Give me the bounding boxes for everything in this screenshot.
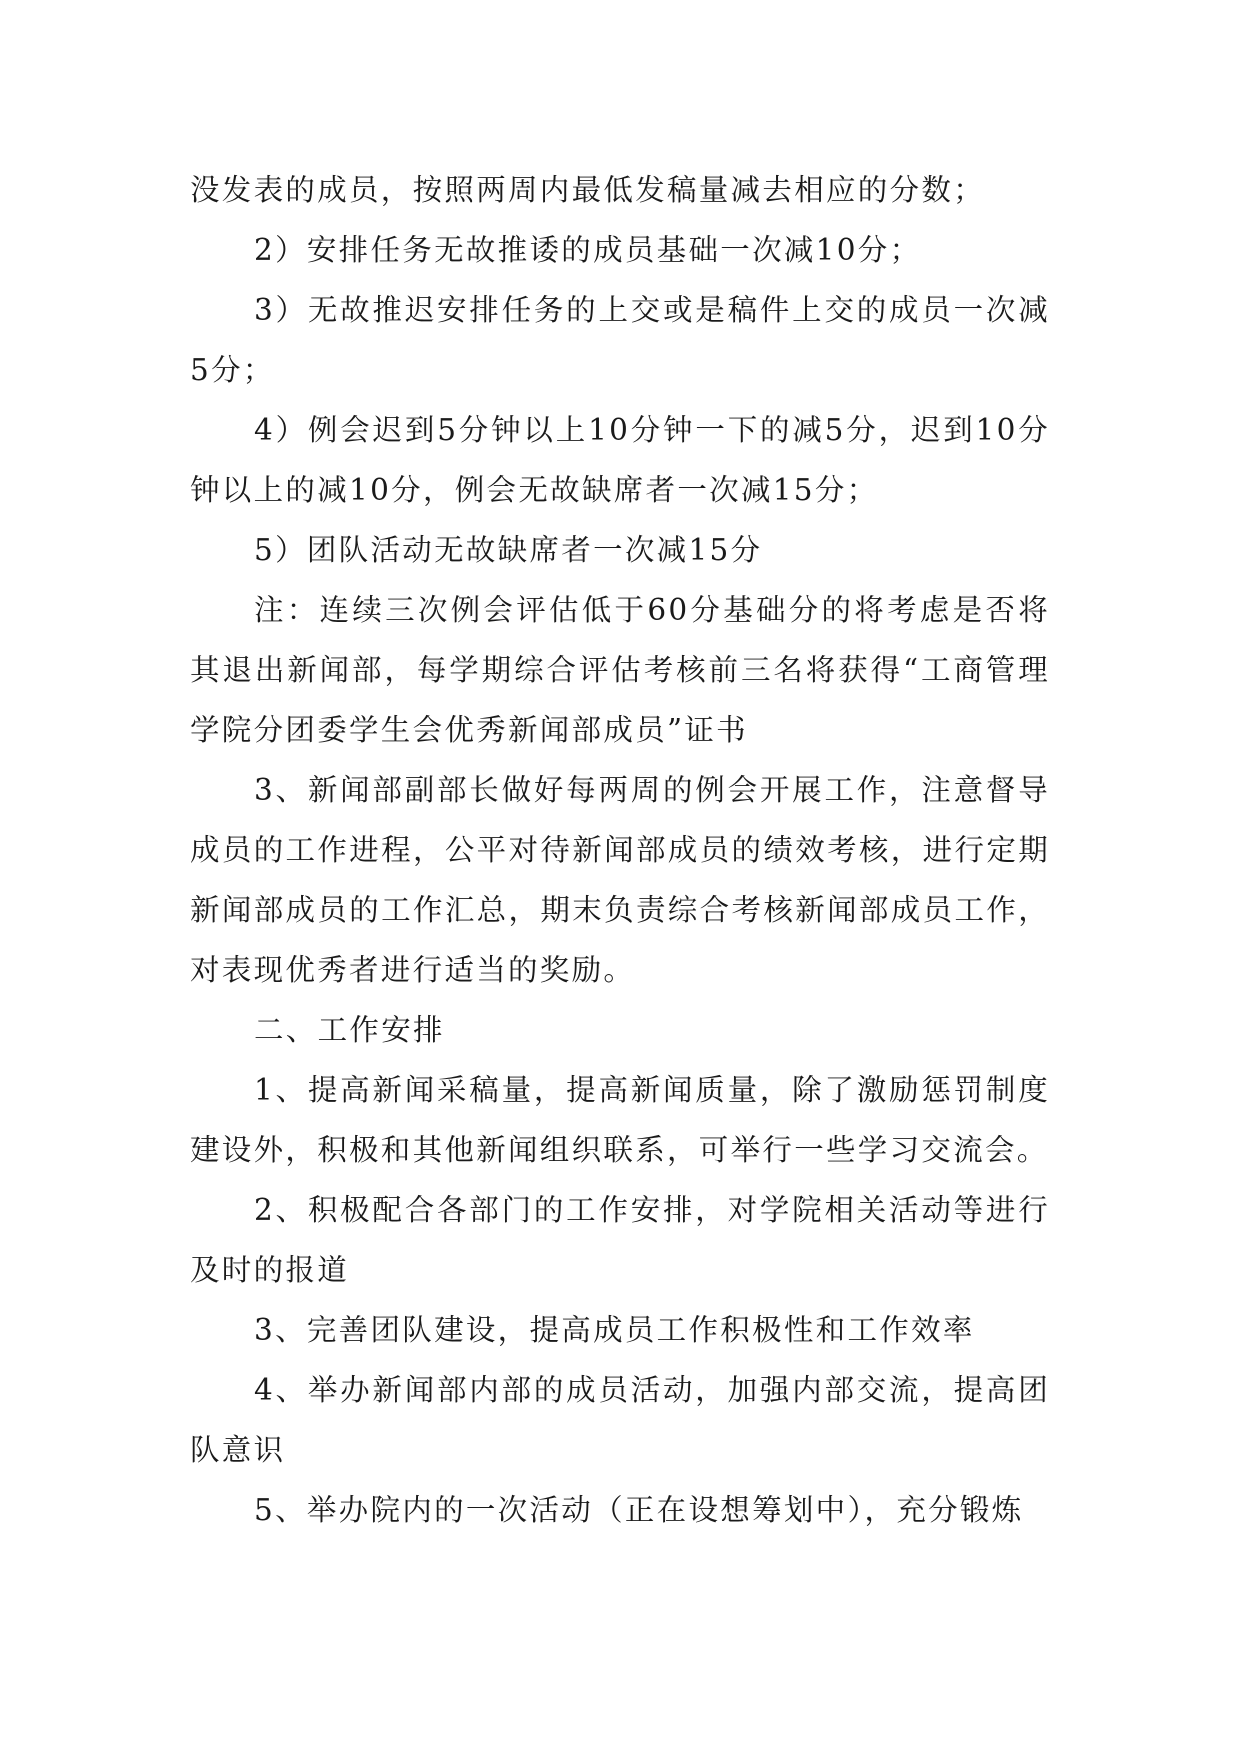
paragraph: 3、完善团队建设，提高成员工作积极性和工作效率 bbox=[254, 1313, 975, 1347]
paragraph: 5、举办院内的一次活动（正在设想筹划中），充分锻炼 bbox=[254, 1493, 1024, 1527]
paragraph: 4）例会迟到5分钟以上10分钟一下的减5分，迟到10分钟以上的减10分，例会无故缺席者一次减15分； bbox=[190, 413, 1050, 507]
paragraph: 2、积极配合各部门的工作安排，对学院相关活动等进行及时的报道 bbox=[190, 1193, 1050, 1287]
note-paragraph: 注：连续三次例会评估低于60分基础分的将考虑是否将其退出新闻部，每学期综合评估考核前三名将获得“工商管理学院分团委学生会优秀新闻部成员”证书 bbox=[190, 593, 1050, 747]
paragraph: 1、提高新闻采稿量，提高新闻质量，除了激励惩罚制度建设外，积极和其他新闻组织联系，可举行一些学习交流会。 bbox=[190, 1073, 1050, 1167]
paragraph: 3）无故推迟安排任务的上交或是稿件上交的成员一次减5分； bbox=[190, 293, 1050, 387]
paragraph: 4、举办新闻部内部的成员活动，加强内部交流，提高团队意识 bbox=[190, 1373, 1050, 1467]
paragraph: 5）团队活动无故缺席者一次减15分 bbox=[254, 533, 763, 567]
paragraph: 2）安排任务无故推诿的成员基础一次减10分； bbox=[254, 233, 922, 267]
paragraph: 没发表的成员，按照两周内最低发稿量减去相应的分数； bbox=[190, 173, 986, 207]
paragraph: 3、新闻部副部长做好每两周的例会开展工作，注意督导成员的工作进程，公平对待新闻部成员的绩效考核，进行定期新闻部成员的工作汇总，期末负责综合考核新闻部成员工作，对表现优秀者进行适当的奖励。 bbox=[190, 773, 1050, 987]
section-heading: 二、工作安排 bbox=[254, 1013, 445, 1047]
document-body bbox=[190, 160, 1050, 1540]
